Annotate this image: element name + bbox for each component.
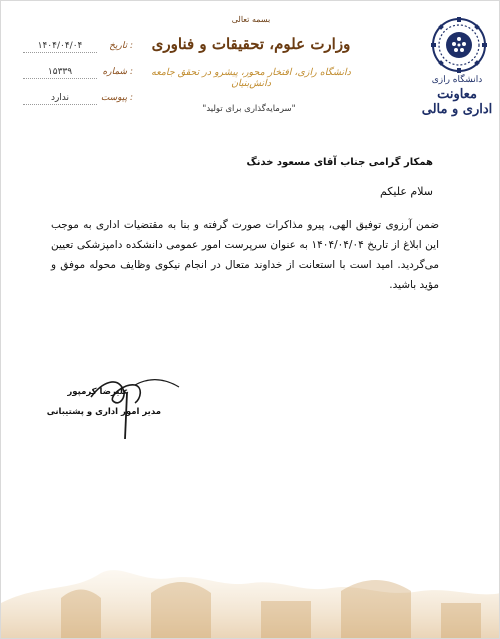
logo-text: [419, 75, 495, 117]
attachment-label: پیوست :: [100, 93, 133, 103]
attachment-value: ندارد: [23, 93, 97, 105]
ministry-title: وزارت علوم، تحقیقات و فناوری: [151, 35, 351, 53]
meta-attachment: [23, 93, 133, 107]
meta-date: [23, 41, 133, 55]
logo-university: دانشگاه رازی: [431, 75, 483, 85]
number-label: شماره :: [102, 67, 133, 77]
logo-vice-presidency: معاونت: [437, 87, 477, 102]
year-slogan: "سرمایه‌گذاری برای تولید": [202, 104, 296, 114]
basmala: بسمه تعالی: [231, 15, 271, 24]
university-logo-icon: [431, 17, 487, 73]
greeting: سلام علیکم: [379, 185, 433, 198]
number-value: ۱۵۳۳۹: [23, 67, 97, 79]
date-label: تاریخ :: [109, 41, 133, 51]
handwritten-signature-icon: [83, 363, 203, 443]
building-watermark: [1, 543, 500, 638]
signer-name: علیرضا کرمپور: [67, 387, 129, 397]
meta-number: [23, 67, 133, 81]
recipient-line: همکار گرامی جناب آقای مسعود خدنگ: [246, 157, 433, 168]
university-motto: دانشگاه رازی، افتخار محور، پیشرو در تحقق جامعه دانش‌بنیان: [151, 67, 351, 89]
logo-department: اداری و مالی: [421, 102, 493, 117]
date-value: ۱۴۰۴/۰۴/۰۴: [23, 41, 97, 53]
signer-title: مدیر امور اداری و پشتیبانی: [46, 407, 161, 417]
letter-body: ضمن آرزوی توفیق الهی، پیرو مذاکرات صورت گرفته و بنا به مقتضیات اداری به موجب این ابلاغ از تاریخ ۱۴۰۴/۰۴/۰۴ به عنوان سرپرست امور عمومی دانشکده دامپزشکی تعیین می‌گردید. امید است با استعانت از خداوند متعال در انجام نیکوی وظایف محوله موفق و مؤید باشید.: [51, 219, 439, 291]
